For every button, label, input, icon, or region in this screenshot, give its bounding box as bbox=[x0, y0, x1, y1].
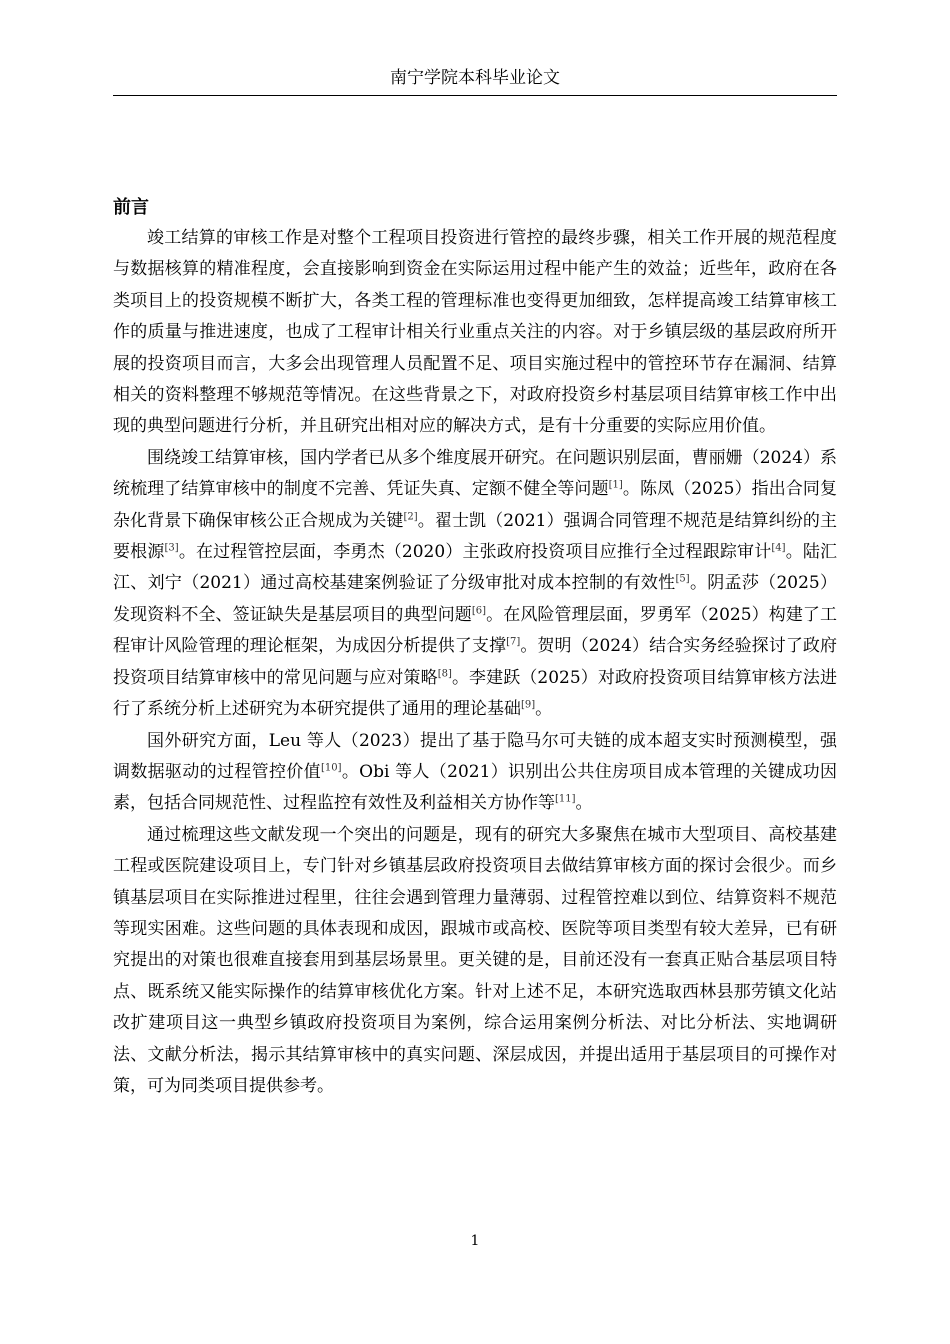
paragraph-text: 。陈凤（2025）指出合同复杂化背景下确保审核公正合规成为关键 bbox=[113, 479, 838, 531]
citation-marker: [6] bbox=[471, 605, 487, 617]
citation-marker: [5] bbox=[675, 573, 690, 585]
paragraph-text: 。在风险管理层面，罗勇军（2025）构建了工程审计风险管理的理论框架，为成因分析提供了支撑 bbox=[113, 604, 838, 657]
citation-marker: [11] bbox=[555, 793, 576, 805]
paragraph-text: 。阴孟莎（2025）发现资料不全、签证缺失是基层项目的典型问题 bbox=[113, 573, 838, 625]
paragraph-text: 。贺明（2024）结合实务经验探讨了政府投资项目结算审核中的常见问题与应对策略 bbox=[113, 636, 838, 688]
citation-marker: [1] bbox=[608, 479, 623, 491]
paragraph-text: 国外研究方面，Leu 等人（2023）提出了基于隐马尔可夫链的成本超支实时预测模型，强调数据驱动的过程管控价值 bbox=[113, 730, 837, 782]
body-text bbox=[113, 223, 837, 1102]
paragraph-text: 竣工结算的审核工作是对整个工程项目投资进行管控的最终步骤，相关工作开展的规范程度与数据核算的精准程度，会直接影响到资金在实际运用过程中能产生的效益；近些年，政府在各类项目上的投资规模不断扩大，各类工程的管理标准也变得更加细致，怎样提高竣工结算审核工作的质量与推进速度，也成了工程审计相关行业重点关注的内容。对于乡镇层级的基层政府所开展的投资项目而言，大多会出现管理人员配置不足、项目实施过程中的管控环节存在漏洞、结算相关的资料整理不够规范等情况。在这些背景之下，对政府投资乡村基层项目结算审核工作中出现的典型问题进行分析，并且研究出相对应的解决方式，是有十分重要的实际应用价值。 bbox=[113, 228, 837, 437]
header-rule bbox=[113, 95, 837, 96]
section-heading: 前言 bbox=[113, 197, 149, 218]
citation-marker: [4] bbox=[771, 542, 786, 554]
paragraph-text: 围绕竣工结算审核，国内学者已从多个维度展开研究。在问题识别层面，曹丽姗（2024）系统梳理了结算审核中的制度不完善、凭证失真、定额不健全等问题 bbox=[113, 447, 837, 500]
running-header: 南宁学院本科毕业论文 bbox=[390, 68, 560, 88]
paragraph-text: 。陆汇江、刘宁（2021）通过高校基建案例验证了分级审批对成本控制的有效性 bbox=[113, 542, 838, 594]
citation-marker: [2] bbox=[403, 511, 418, 522]
paragraph-text: 。翟士凯（2021）强调合同管理不规范是结算纠纷的主要根源 bbox=[113, 510, 837, 563]
paragraph-text: 。Obi 等人（2021）识别出公共住房项目成本管理的关键成功因素，包括合同规范性、过程监控有效性及利益相关方协作等 bbox=[113, 761, 837, 814]
citation-marker: [10] bbox=[320, 762, 342, 774]
paragraph bbox=[113, 223, 837, 443]
paragraph-text: 。 bbox=[575, 793, 593, 814]
paragraph bbox=[113, 443, 837, 726]
paragraph bbox=[113, 726, 837, 820]
page-number: 1 bbox=[470, 1233, 480, 1249]
paragraph-text: 通过梳理这些文献发现一个突出的问题是，现有的研究大多聚焦在城市大型项目、高校基建工程或医院建设项目上，专门针对乡镇基层政府投资项目去做结算审核方面的探讨会很少。而乡镇基层项目在实际推进过程里，往往会遇到管理力量薄弱、过程管控难以到位、结算资料不规范等现实困难。这些问题的具体表现和成因，跟城市或高校、医院等项目类型有较大差异，已有研究提出的对策也很难直接套用到基层场景里。更关键的是，目前还没有一套真正贴合基层项目特点、既系统又能实际操作的结算审核优化方案。针对上述不足，本研究选取西林县那劳镇文化站改扩建项目这一典型乡镇政府投资项目为案例，综合运用案例分析法、对比分析法、实地调研法、文献分析法，揭示其结算审核中的真实问题、深层成因，并提出适用于基层项目的可操作对策，可为同类项目提供参考。 bbox=[113, 824, 837, 1096]
paragraph-text: 。 bbox=[535, 699, 553, 720]
citation-marker: [7] bbox=[506, 636, 521, 648]
paragraph-text: 。李建跃（2025）对政府投资项目结算审核方法进行了系统分析上述研究为本研究提供了通用的理论基础 bbox=[113, 667, 838, 720]
citation-marker: [3] bbox=[164, 542, 179, 554]
citation-marker: [8] bbox=[437, 668, 452, 680]
paragraph bbox=[113, 820, 837, 1103]
paragraph-text: 。在过程管控层面，李勇杰（2020）主张政府投资项目应推行全过程跟踪审计 bbox=[178, 542, 772, 563]
citation-marker: [9] bbox=[521, 699, 536, 711]
